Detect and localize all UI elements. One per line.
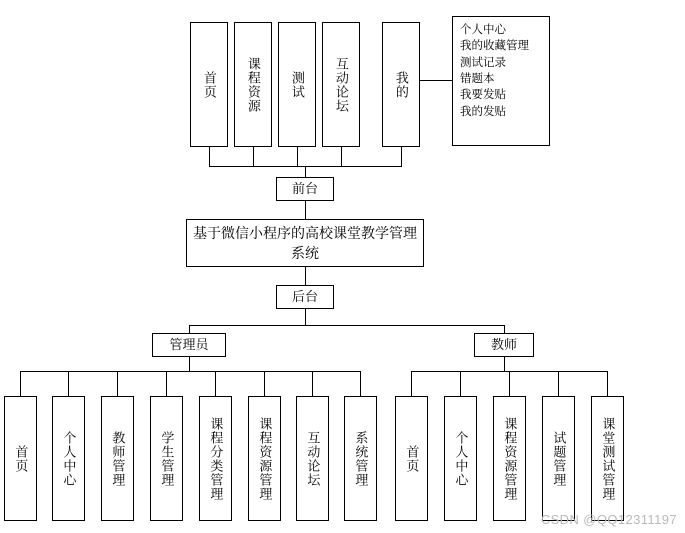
my-menu-item-3: 测试记录 xyxy=(460,56,506,69)
frontend-item-3: 测试 xyxy=(278,22,316,147)
admin-item-4: 学生管理 xyxy=(150,396,183,521)
frontend-item-4: 互动论坛 xyxy=(322,22,360,147)
connector-bus-to-admin xyxy=(189,325,190,333)
connector-admin-down xyxy=(189,357,190,371)
role-teacher-node: 教师 xyxy=(474,333,534,357)
connector-t5-down xyxy=(607,371,608,396)
role-bus xyxy=(189,325,505,326)
connector-a3-down xyxy=(117,371,118,396)
connector-t2-down xyxy=(460,371,461,396)
connector-a8-down xyxy=(360,371,361,396)
connector-bus-to-frontend xyxy=(305,166,306,177)
frontend-item-2: 课程资源 xyxy=(234,22,272,147)
connector-t4-down xyxy=(558,371,559,396)
admin-bus xyxy=(20,371,360,372)
my-menu-item-5: 我要发贴 xyxy=(460,89,506,102)
connector-f2-down xyxy=(253,147,254,166)
connector-f3-down xyxy=(297,147,298,166)
connector-a1-down xyxy=(20,371,21,396)
connector-bus-to-teacher xyxy=(504,325,505,333)
admin-item-8: 系统管理 xyxy=(344,396,377,521)
connector-f4-down xyxy=(341,147,342,166)
admin-item-7: 互动论坛 xyxy=(296,396,329,521)
admin-item-2: 个人中心 xyxy=(52,396,85,521)
admin-item-3: 教师管理 xyxy=(101,396,134,521)
connector-f1-down xyxy=(209,147,210,166)
backend-node: 后台 xyxy=(276,285,334,309)
frontend-item-5: 我的 xyxy=(382,22,420,147)
teacher-item-4: 试题管理 xyxy=(542,396,575,521)
connector-f5-down xyxy=(401,147,402,166)
my-menu-item-2: 我的收藏管理 xyxy=(460,40,529,53)
connector-teacher-down xyxy=(504,357,505,371)
connector-a4-down xyxy=(166,371,167,396)
my-menu-item-1: 个人中心 xyxy=(460,24,506,36)
connector-t3-down xyxy=(509,371,510,396)
admin-item-1: 首页 xyxy=(4,396,37,521)
my-menu-item-4: 错题本 xyxy=(460,72,495,85)
connector-a6-down xyxy=(264,371,265,396)
frontend-item-1: 首页 xyxy=(190,22,228,147)
connector-a5-down xyxy=(215,371,216,396)
admin-item-6: 课程资源管理 xyxy=(248,396,281,521)
admin-item-5: 课程分类管理 xyxy=(199,396,232,521)
connector-title-to-backend xyxy=(305,267,306,285)
teacher-item-1: 首页 xyxy=(395,396,428,521)
frontend-node: 前台 xyxy=(276,177,334,201)
connector-t1-down xyxy=(411,371,412,396)
connector-my-to-menu xyxy=(420,80,452,81)
teacher-item-2: 个人中心 xyxy=(444,396,477,521)
watermark: CSDN @QQ12311197 xyxy=(540,512,677,527)
connector-frontend-to-title xyxy=(305,201,306,219)
system-title-node: 基于微信小程序的高校课堂教学管理系统 xyxy=(186,219,424,267)
connector-a2-down xyxy=(68,371,69,396)
teacher-item-5: 课堂测试管理 xyxy=(591,396,624,521)
connector-backend-down xyxy=(305,309,306,325)
role-admin-node: 管理员 xyxy=(152,333,226,357)
my-menu-item-6: 我的发贴 xyxy=(460,105,506,118)
frontend-my-menu-box xyxy=(452,16,550,146)
teacher-item-3: 课程资源管理 xyxy=(493,396,526,521)
connector-a7-down xyxy=(312,371,313,396)
